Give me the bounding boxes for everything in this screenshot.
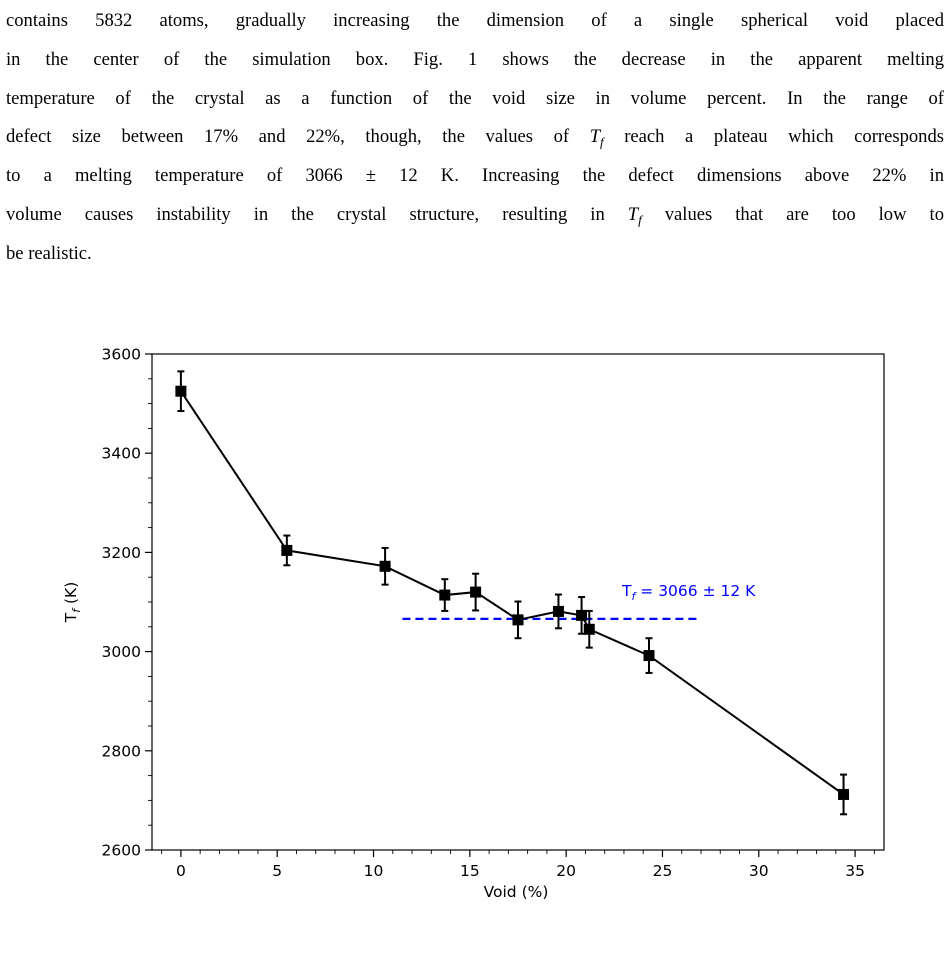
melting-temperature-chart (0, 330, 949, 964)
body-paragraph (6, 2, 944, 274)
x-tick-label: 5 (272, 862, 283, 880)
paragraph-line: defect size between 17% and 22%, though, the values of $T_f$ reach a plateau which corresponds (6, 126, 944, 151)
x-tick-label: 20 (556, 862, 577, 880)
plateau-annotation: $T_f = 3066 \pm 12$ K (622, 582, 756, 604)
data-point-marker (281, 545, 292, 556)
data-point-marker (439, 590, 450, 601)
y-tick-label: 3600 (101, 345, 141, 364)
x-tick-label: 35 (845, 862, 865, 880)
x-tick-label: 30 (748, 862, 769, 880)
data-point-marker (380, 561, 391, 572)
data-point-marker (643, 650, 654, 661)
paragraph-line: contains 5832 atoms, gradually increasing the dimension of a single spherical void placed (6, 10, 944, 31)
x-tick-label: 0 (175, 862, 186, 880)
y-tick-label: 3400 (101, 444, 141, 463)
data-point-marker (584, 624, 595, 635)
y-tick-label: 2800 (101, 742, 141, 761)
paragraph-line: temperature of the crystal as a function of the void size in volume percent. In the range of (6, 87, 944, 109)
paragraph-line: be realistic. (6, 242, 92, 264)
x-tick-label: 10 (363, 862, 384, 880)
data-point-marker (513, 614, 524, 625)
y-tick-label: 3000 (101, 643, 141, 662)
data-point-marker (838, 789, 849, 800)
x-tick-label: 25 (652, 862, 673, 880)
paragraph-line: volume causes instability in the crystal structure, resulting in $T_f$ values that are too low to (6, 203, 944, 228)
x-tick-label: 15 (459, 862, 480, 880)
data-point-marker (553, 606, 564, 617)
paragraph-line: in the center of the simulation box. Fig. 1 shows the decrease in the apparent melting (6, 48, 944, 70)
paragraph-line: to a melting temperature of 3066 ± 12 K. Increasing the defect dimensions above 22% in (6, 165, 944, 187)
data-point-marker (470, 587, 481, 598)
y-axis-label: $T_f$ (K) (62, 581, 83, 623)
y-tick-label: 3200 (101, 543, 141, 562)
y-tick-label: 2600 (101, 841, 141, 860)
data-point-marker (576, 610, 587, 621)
x-axis-label: Void (%) (483, 883, 549, 901)
data-point-marker (175, 386, 186, 397)
figure-1 (0, 330, 949, 964)
